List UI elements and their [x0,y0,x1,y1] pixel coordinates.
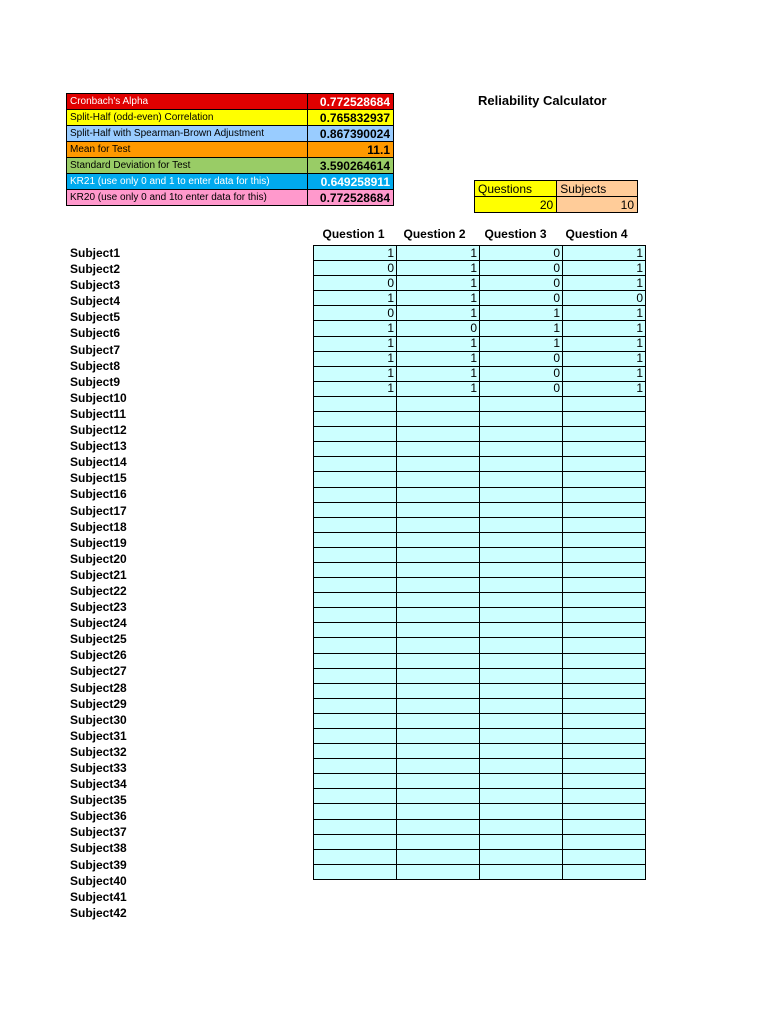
grid-row [314,276,646,291]
stat-value[interactable]: 0.772528684 [308,190,394,206]
grid-row [314,638,646,653]
response-cell[interactable] [563,864,646,879]
subject-label: Subject21 [70,567,127,582]
grid-row [314,804,646,819]
response-cell[interactable] [480,834,563,849]
subjects-label: Subjects [557,181,638,197]
subject-label: Subject32 [70,744,127,759]
response-cell[interactable] [314,744,397,759]
response-cell[interactable]: 1 [563,261,646,276]
response-cell[interactable] [314,789,397,804]
counts-table [474,180,638,213]
response-cell[interactable]: 1 [397,336,480,351]
response-cell[interactable] [480,698,563,713]
grid-row [314,427,646,442]
subject-label: Subject7 [70,342,121,357]
response-cell[interactable] [480,578,563,593]
response-cell[interactable] [480,744,563,759]
response-cell[interactable] [397,744,480,759]
subject-label: Subject4 [70,294,121,309]
grid-row [314,442,646,457]
response-cell[interactable]: 1 [314,366,397,381]
response-cell[interactable] [480,396,563,411]
response-cell[interactable] [314,517,397,532]
stat-row [67,142,394,158]
response-cell[interactable]: 1 [563,336,646,351]
response-cell[interactable] [397,683,480,698]
response-cell[interactable] [314,487,397,502]
question-header-4: Question 4 [565,227,628,241]
grid-row [314,834,646,849]
response-cell[interactable] [563,744,646,759]
response-cell[interactable]: 1 [563,351,646,366]
response-cell[interactable] [397,864,480,879]
grid-row [314,396,646,411]
response-cell[interactable] [480,487,563,502]
grid-row [314,457,646,472]
response-cell[interactable]: 1 [563,246,646,261]
grid-row [314,306,646,321]
response-cell[interactable]: 1 [314,351,397,366]
response-cell[interactable]: 1 [397,381,480,396]
question-header-3: Question 3 [484,227,547,241]
response-cell[interactable] [314,653,397,668]
response-cell[interactable] [563,487,646,502]
response-cell[interactable] [480,562,563,577]
grid-row [314,608,646,623]
stat-value[interactable]: 11.1 [308,142,394,158]
stat-value[interactable]: 3.590264614 [308,158,394,174]
grid-row [314,668,646,683]
response-cell[interactable]: 1 [397,291,480,306]
response-cell[interactable] [314,396,397,411]
response-cell[interactable] [480,532,563,547]
grid-row [314,864,646,879]
grid-row [314,336,646,351]
page-title: Reliability Calculator [478,93,607,108]
response-cell[interactable] [563,442,646,457]
response-cell[interactable] [397,502,480,517]
response-cell[interactable] [480,759,563,774]
response-cell[interactable]: 0 [563,291,646,306]
grid-row [314,653,646,668]
questions-label: Questions [475,181,557,197]
response-cell[interactable] [397,653,480,668]
stat-row [67,174,394,190]
response-cell[interactable] [480,427,563,442]
response-cell[interactable] [563,668,646,683]
response-cell[interactable]: 1 [397,306,480,321]
grid-row [314,744,646,759]
subject-label: Subject31 [70,728,127,743]
response-cell[interactable] [563,547,646,562]
response-cell[interactable] [563,562,646,577]
subject-label: Subject10 [70,390,127,405]
response-cell[interactable] [480,517,563,532]
grid-row [314,562,646,577]
response-cell[interactable] [314,502,397,517]
grid-row [314,849,646,864]
subject-label: Subject24 [70,616,127,631]
grid-row [314,547,646,562]
response-cell[interactable]: 1 [563,366,646,381]
stat-value[interactable]: 0.649258911 [308,174,394,190]
subject-label: Subject6 [70,326,121,341]
stat-label: Mean for Test [67,142,308,158]
stat-label: KR20 (use only 0 and 1to enter data for this) [67,190,308,206]
response-cell[interactable] [480,849,563,864]
response-cell[interactable] [563,804,646,819]
response-cell[interactable] [563,849,646,864]
response-cell[interactable]: 0 [480,351,563,366]
response-cell[interactable] [314,427,397,442]
response-cell[interactable] [480,653,563,668]
response-cell[interactable]: 0 [397,321,480,336]
grid-row [314,623,646,638]
grid-row [314,246,646,261]
response-cell[interactable]: 0 [480,261,563,276]
subject-labels [70,245,127,921]
grid-row [314,366,646,381]
stat-label: Standard Deviation for Test [67,158,308,174]
response-cell[interactable] [563,608,646,623]
grid-row [314,713,646,728]
response-cell[interactable]: 1 [480,306,563,321]
subject-label: Subject16 [70,487,127,502]
response-cell[interactable]: 1 [397,351,480,366]
response-cell[interactable]: 1 [397,246,480,261]
response-cell[interactable] [480,442,563,457]
response-cell[interactable] [397,789,480,804]
response-cell[interactable]: 1 [563,381,646,396]
grid-row [314,683,646,698]
response-cell[interactable] [480,819,563,834]
grid-row [314,774,646,789]
response-cell[interactable]: 1 [480,321,563,336]
response-cell[interactable] [480,729,563,744]
response-cell[interactable] [480,668,563,683]
response-cell[interactable] [480,608,563,623]
subjects-count-cell[interactable]: 10 [557,197,638,213]
response-cell[interactable]: 0 [480,246,563,261]
subject-label: Subject26 [70,648,127,663]
response-cell[interactable]: 0 [314,261,397,276]
subject-label: Subject34 [70,777,127,792]
grid-row [314,578,646,593]
subject-label: Subject3 [70,278,121,293]
response-cell[interactable] [397,517,480,532]
stat-label: Cronbach's Alpha [67,94,308,110]
subject-label: Subject36 [70,809,127,824]
response-cell[interactable] [480,502,563,517]
response-grid [313,245,646,880]
response-cell[interactable] [480,864,563,879]
stat-value[interactable]: 0.765832937 [308,110,394,126]
response-cell[interactable] [397,608,480,623]
response-cell[interactable] [397,774,480,789]
response-cell[interactable] [480,638,563,653]
grid-row [314,532,646,547]
response-cell[interactable]: 1 [314,381,397,396]
subject-label: Subject28 [70,680,127,695]
stat-value[interactable]: 0.867390024 [308,126,394,142]
subject-label: Subject42 [70,905,127,920]
response-cell[interactable] [563,774,646,789]
response-cell[interactable]: 0 [480,276,563,291]
response-cell[interactable] [314,457,397,472]
response-cell[interactable] [314,834,397,849]
subject-label: Subject1 [70,246,121,260]
response-cell[interactable] [397,487,480,502]
response-cell[interactable] [397,562,480,577]
response-cell[interactable] [397,442,480,457]
response-cell[interactable] [563,683,646,698]
subject-label: Subject9 [70,374,121,389]
subject-label: Subject29 [70,696,127,711]
grid-row [314,261,646,276]
question-header-1: Question 1 [322,227,385,241]
response-cell[interactable] [314,698,397,713]
response-cell[interactable] [314,668,397,683]
response-cell[interactable] [397,729,480,744]
grid-row [314,789,646,804]
response-cell[interactable]: 1 [314,291,397,306]
response-cell[interactable] [314,593,397,608]
response-cell[interactable] [397,532,480,547]
response-cell[interactable] [397,547,480,562]
questions-count-cell[interactable]: 20 [475,197,557,213]
subject-label: Subject15 [70,471,127,486]
grid-row [314,502,646,517]
response-cell[interactable]: 1 [314,246,397,261]
response-cell[interactable] [314,532,397,547]
grid-row [314,291,646,306]
subject-label: Subject14 [70,455,127,470]
response-cell[interactable] [397,412,480,427]
response-cell[interactable] [480,713,563,728]
grid-row [314,729,646,744]
response-cell[interactable] [563,472,646,487]
subject-label: Subject39 [70,857,127,872]
grid-row [314,759,646,774]
grid-row [314,321,646,336]
response-cell[interactable] [563,623,646,638]
response-cell[interactable] [397,713,480,728]
subject-label: Subject8 [70,358,121,373]
response-cell[interactable] [397,457,480,472]
response-cell[interactable] [397,834,480,849]
response-cell[interactable]: 1 [314,321,397,336]
response-cell[interactable] [480,804,563,819]
response-cell[interactable]: 0 [480,366,563,381]
response-cell[interactable]: 1 [563,321,646,336]
grid-row [314,412,646,427]
response-cell[interactable] [314,759,397,774]
subject-label: Subject17 [70,503,127,518]
response-cell[interactable] [397,638,480,653]
response-cell[interactable] [563,713,646,728]
response-cell[interactable] [563,653,646,668]
response-cell[interactable]: 1 [397,276,480,291]
response-cell[interactable]: 1 [563,276,646,291]
response-cell[interactable] [397,804,480,819]
response-cell[interactable]: 0 [314,276,397,291]
stat-row [67,110,394,126]
response-cell[interactable] [480,593,563,608]
subject-label: Subject2 [70,262,121,277]
response-cell[interactable] [563,759,646,774]
response-cell[interactable] [314,623,397,638]
subject-label: Subject38 [70,841,127,856]
subject-label: Subject37 [70,825,127,840]
subject-label: Subject5 [70,310,121,325]
grid-row [314,593,646,608]
response-cell[interactable] [314,713,397,728]
response-cell[interactable] [314,442,397,457]
response-cell[interactable] [480,774,563,789]
statistics-table [66,93,394,206]
response-cell[interactable] [563,698,646,713]
grid-row [314,381,646,396]
response-cell[interactable] [563,834,646,849]
response-cell[interactable] [397,668,480,683]
stat-row [67,190,394,206]
response-cell[interactable] [314,412,397,427]
stat-label: Split-Half (odd-even) Correlation [67,110,308,126]
response-cell[interactable]: 1 [314,336,397,351]
grid-row [314,487,646,502]
response-cell[interactable] [397,698,480,713]
response-cell[interactable] [480,683,563,698]
grid-row [314,517,646,532]
response-cell[interactable] [480,623,563,638]
response-cell[interactable] [480,457,563,472]
stat-row [67,158,394,174]
response-cell[interactable] [563,532,646,547]
response-cell[interactable] [563,638,646,653]
response-cell[interactable] [397,396,480,411]
response-cell[interactable] [314,804,397,819]
response-cell[interactable] [563,427,646,442]
response-cell[interactable] [563,457,646,472]
grid-row [314,819,646,834]
response-cell[interactable] [397,819,480,834]
subject-label: Subject12 [70,423,127,438]
stat-row [67,94,394,110]
response-cell[interactable] [314,819,397,834]
response-cell[interactable] [314,864,397,879]
response-cell[interactable]: 0 [314,306,397,321]
subject-label: Subject11 [70,406,127,421]
question-header-2: Question 2 [403,227,466,241]
stat-label: KR21 (use only 0 and 1 to enter data for this) [67,174,308,190]
question-headers [313,227,637,241]
grid-row [314,351,646,366]
response-cell[interactable] [563,819,646,834]
subject-label: Subject35 [70,793,127,808]
response-cell[interactable] [397,759,480,774]
response-cell[interactable] [314,774,397,789]
response-cell[interactable] [314,547,397,562]
response-cell[interactable]: 0 [480,381,563,396]
response-cell[interactable] [314,608,397,623]
subject-label: Subject40 [70,873,127,888]
response-cell[interactable]: 1 [563,306,646,321]
subject-label: Subject19 [70,535,127,550]
response-cell[interactable] [314,638,397,653]
response-cell[interactable] [563,502,646,517]
subject-label: Subject30 [70,712,127,727]
subject-label: Subject41 [70,889,127,904]
response-cell[interactable] [563,789,646,804]
response-cell[interactable] [563,412,646,427]
response-cell[interactable] [314,562,397,577]
subject-label: Subject20 [70,551,127,566]
response-cell[interactable] [314,729,397,744]
subject-label: Subject27 [70,664,127,679]
stat-row [67,126,394,142]
response-cell[interactable] [397,623,480,638]
subject-label: Subject18 [70,519,127,534]
response-cell[interactable]: 1 [480,336,563,351]
subject-label: Subject33 [70,761,127,775]
subject-label: Subject23 [70,600,127,615]
subject-label: Subject25 [70,632,127,647]
response-cell[interactable] [397,472,480,487]
response-cell[interactable] [480,472,563,487]
response-cell[interactable] [563,396,646,411]
response-cell[interactable] [397,849,480,864]
response-cell[interactable] [563,578,646,593]
stat-label: Split-Half with Spearman-Brown Adjustment [67,126,308,142]
response-cell[interactable] [563,593,646,608]
response-cell[interactable] [480,789,563,804]
response-cell[interactable] [314,578,397,593]
grid-row [314,472,646,487]
response-cell[interactable] [480,547,563,562]
response-cell[interactable] [563,517,646,532]
response-cell[interactable] [314,683,397,698]
response-cell[interactable] [314,849,397,864]
response-cell[interactable] [563,729,646,744]
grid-row [314,698,646,713]
response-cell[interactable]: 1 [397,261,480,276]
subject-label: Subject22 [70,583,127,598]
subject-label: Subject13 [70,439,127,454]
response-cell[interactable] [314,472,397,487]
response-cell[interactable]: 0 [480,291,563,306]
response-cell[interactable] [397,593,480,608]
response-cell[interactable] [480,412,563,427]
response-cell[interactable] [397,427,480,442]
response-cell[interactable]: 1 [397,366,480,381]
response-cell[interactable] [397,578,480,593]
stat-value[interactable]: 0.772528684 [308,94,394,110]
